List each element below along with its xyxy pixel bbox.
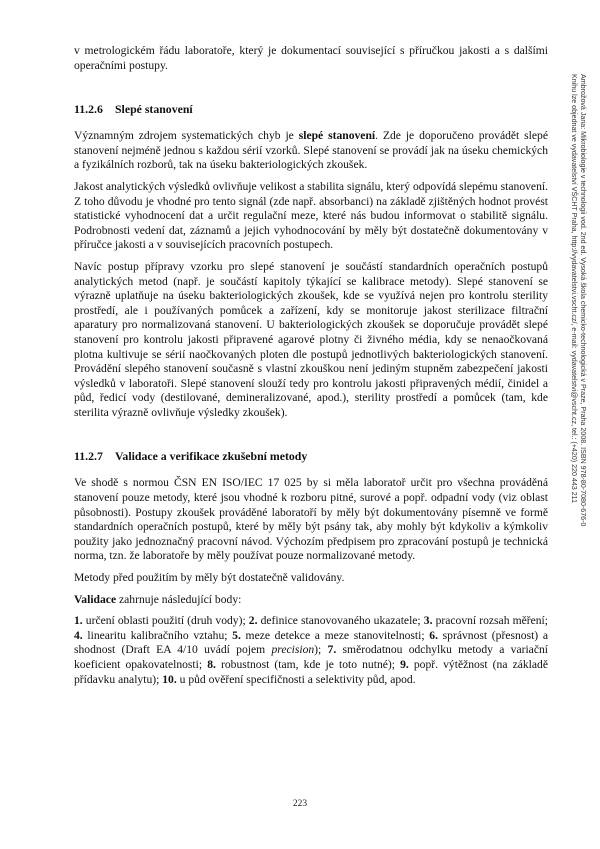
section-title: Validace a verifikace zkušební metody xyxy=(115,449,308,464)
italic-term: precision xyxy=(271,643,315,657)
bold-term: slepé stanovení xyxy=(298,129,376,143)
paragraph: Validace zahrnuje následující body: xyxy=(74,592,242,606)
paragraph: Ve shodě s normou ČSN EN ISO/IEC 17 025 by si měla laboratoř určit pro všechna prováděná stanovení pouze metody, které jsou vhodné k rozboru pitné, surové a popř. odpadní vody (viz oblast působnosti). Postupy zkoušek prováděné laboratoří by měly být dokumentovány písemně ve formě standardních operačních postupů, které by měly být psány tak, aby mohly být kdykoliv a kýmkoliv použity jako jednoznačný pracovní návod. Výchozím předpisem pro zpracování postupů je technická norma, tzn. že laboratoře by měly používat pouze normalizované metody. xyxy=(74,476,548,563)
paragraph: Jakost analytických výsledků ovlivňuje velikost a stabilita signálu, který odpovídá slepému stanovení. Z toho důvodu je vhodné pro tento signál (zde např. absorbanci) na základě zjištěných hodnot provést statistické vyhodnocení dat a určit regulační meze, které nás budou informovat o stabilitě signálu. Podrobnosti vedení dat, záznamů a jejich vyhodnocování by měly být dostatečně dokumentovány v příručce jakosti a v souvisejících pracovních postupech. xyxy=(74,179,548,252)
page-body xyxy=(74,44,548,694)
section-number: 11.2.7 xyxy=(74,449,103,464)
validation-points-list: 1. určení oblasti použití (druh vody); 2. definice stanovovaného ukazatele; 3. pracovní rozsah měření; 4. linearitu kalibračního vztahu; 5. meze detekce a meze stanovitelnosti; 6. správnost (přesnost) a shodnost (Draft EA 4/10 uvádí pojem precision); 7. směrodatnou odchylku metody a variační koeficient opakovatelnosti; 8. robustnost (tam, kde je toto nutné); 9. popř. výtěžnost (na základě přídavku analytu); 10. u půd ověření specifičnosti a selektivity půd, apod. xyxy=(74,614,548,686)
section-heading-11-2-7 xyxy=(74,449,548,463)
section-title: Slepé stanovení xyxy=(115,102,193,117)
sidebar-citation: Ambrožová Jana: Mikrobiologie v technologii vod. 2nd ed. Vysoká škola chemicko-technologická v Praze, Praha 2008. ISBN 978-80-7080-676-0 xyxy=(579,74,587,527)
section-heading-11-2-6 xyxy=(74,102,548,116)
paragraph: Významným zdrojem systematických chyb je slepé stanovení. Zde je doporučeno provádět slepé stanovení nejméně jednou s každou sérií vzorků. Slepé stanovení se provádí jak na úseku chemických a fyzikálních rozborů, tak na úseku bakteriologických zkoušek. xyxy=(74,129,548,172)
intro-paragraph: v metrologickém řádu laboratoře, který je dokumentací související s příručkou jakosti a s dalšími operačními postupy. xyxy=(74,44,548,72)
sidebar-order-info: Knihu lze objednat ve vydavatelství VŠCHT Praha, http://vydavatelstvi.vscht.cz/, e-mail: vydavatelstvi@vscht.cz, tel.: (+420) 220 443 211 xyxy=(570,74,578,504)
publisher-sidebar xyxy=(565,74,587,614)
page-number: 223 xyxy=(292,799,308,809)
paragraph: Navíc postup přípravy vzorku pro slepé stanovení je součástí standardních operačních postupů analytických metod (např. je součástí kapitoly týkající se kalibrace metody). Slepé stanovení se výrazně uplatňuje na úseku bakteriologických zkoušek, kde se využívá nejen pro kontrolu sterility prostředí, ale i používaných pomůcek a zařízení, kdy se monitoruje jakost sterilizace filtrační aparatury pro normalizovaná stanovení. U bakteriologických zkoušek se doporučuje provádět slepé stanovení pro kontrolu jakosti připravené agarové plotny či živného média, kdy se nenaočkovaná plotna kultivuje se sérií naočkovaných ploten dle postupů jednotlivých bakteriologických stanovení. Provádění slepého stanovení současně s vlastní zkouškou není jediným stupněm zabezpečení jakosti výsledků v laboratoři. Slepé stanovení slouží tedy pro kontrolu jakosti připravených médií, činidel a půd, ředicí vody (destilované, demineralizované, apod.), sterility prostředí a pomůcek (tam, kde sterilita výrazně ovlivňuje výsledky zkoušek). xyxy=(74,259,548,419)
section-number: 11.2.6 xyxy=(74,102,103,117)
paragraph: Metody před použitím by měly být dostatečně validovány. xyxy=(74,571,345,585)
bold-term: Validace xyxy=(74,592,117,606)
